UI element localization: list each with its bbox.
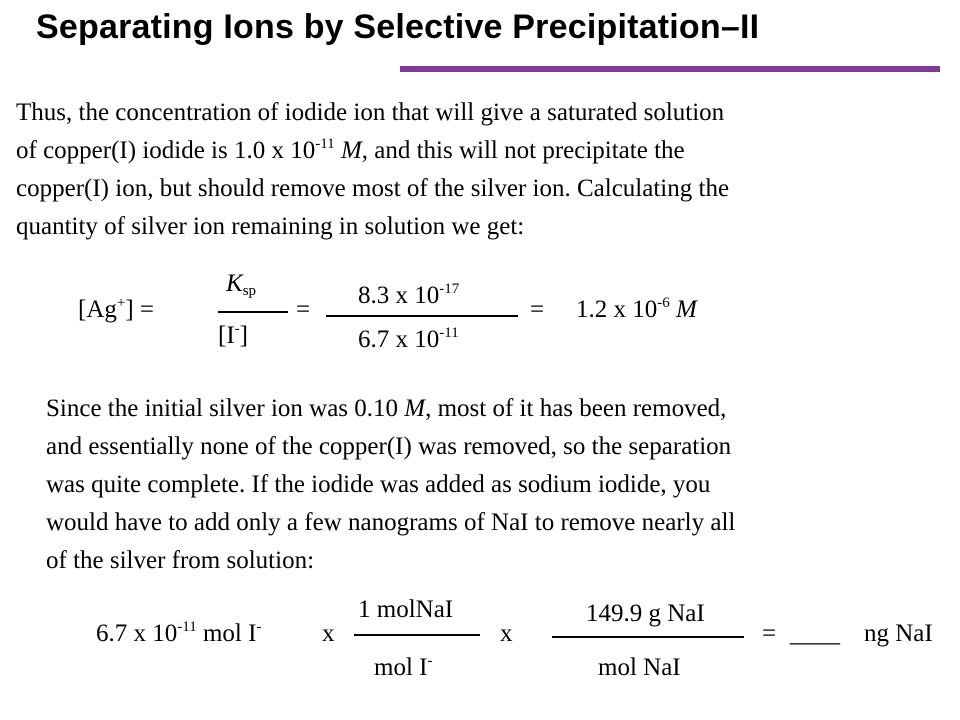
- text-segment: 6.7 x 10: [96, 620, 178, 647]
- ksp-symbol: K: [226, 270, 243, 297]
- text-segment: mol I: [374, 654, 428, 681]
- text-segment: Since the initial silver ion was 0.10: [46, 395, 405, 422]
- text-segment: , most of it has been removed,: [425, 395, 727, 422]
- molarity-unit: M: [676, 296, 697, 323]
- fraction-bar: [552, 636, 744, 638]
- fraction-bar: [354, 634, 480, 636]
- paragraph-line: was quite complete. If the iodide was added as sodium iodide, you: [46, 471, 711, 498]
- slide-title: Separating Ions by Selective Precipitation–II: [36, 8, 760, 46]
- molar-mass-numerator: 149.9 g NaI: [586, 600, 705, 627]
- molar-mass-denominator: mol NaI: [598, 654, 681, 681]
- equals-sign: =: [762, 620, 777, 647]
- exponent: -11: [315, 136, 335, 152]
- equation-lhs: [78, 296, 154, 324]
- paragraph-line: of the silver from solution:: [46, 547, 315, 574]
- exponent: -6: [657, 295, 670, 311]
- superscript: -: [427, 653, 433, 669]
- text-segment: 1.2 x 10: [576, 296, 658, 323]
- text-segment: 8.3 x 10: [358, 282, 440, 309]
- exponent: -11: [439, 325, 459, 341]
- ksp-numerator: [226, 270, 256, 298]
- conversion-denominator: [374, 654, 432, 682]
- subscript: sp: [242, 283, 257, 299]
- superscript: -: [234, 321, 240, 337]
- paragraph-conclusion: [46, 390, 946, 580]
- conversion-numerator: 1 molNaI: [358, 596, 454, 623]
- ksp-value-numerator: [358, 282, 459, 310]
- paragraph-line: Thus, the concentration of iodide ion that will give a saturated solution: [16, 99, 725, 126]
- text-segment: , and this will not precipitate the: [361, 137, 685, 164]
- text-segment: ]: [239, 322, 248, 349]
- result-value: [576, 296, 697, 324]
- multiply-sign: x: [500, 620, 513, 647]
- equals-sign: =: [296, 296, 311, 323]
- equals-sign: =: [530, 296, 545, 323]
- paragraph-line: and essentially none of the copper(I) was removed, so the separation: [46, 433, 732, 460]
- molarity-unit: M: [340, 137, 362, 164]
- starting-quantity: [96, 620, 261, 648]
- iodide-value-denominator: [358, 326, 459, 354]
- paragraph-line: quantity of silver ion remaining in solution we get:: [16, 213, 525, 240]
- text-segment: 6.7 x 10: [358, 326, 440, 353]
- superscript: -: [256, 619, 262, 635]
- multiply-sign: x: [322, 620, 335, 647]
- text-segment: ] =: [125, 296, 155, 323]
- text-segment: of copper(I) iodide is 1.0 x 10: [16, 137, 316, 164]
- paragraph-line: [16, 132, 946, 170]
- molarity-unit: M: [404, 395, 426, 422]
- exponent: -11: [177, 619, 197, 635]
- fraction-bar: [218, 311, 288, 313]
- answer-unit: ng NaI: [864, 620, 933, 647]
- paragraph-line: would have to add only a few nanograms of NaI to remove nearly all: [46, 509, 736, 536]
- exponent: -17: [439, 281, 460, 297]
- superscript: +: [116, 295, 126, 311]
- paragraph-line: [46, 390, 946, 428]
- text-segment: [I: [218, 322, 235, 349]
- text-segment: mol I: [196, 620, 257, 647]
- paragraph-line: copper(I) ion, but should remove most of the silver ion. Calculating the: [16, 175, 730, 202]
- answer-blank: ____: [790, 620, 840, 647]
- fraction-bar: [326, 315, 518, 317]
- title-underline-bar: [400, 66, 940, 72]
- iodide-denominator: [218, 322, 248, 350]
- paragraph-intro: [16, 94, 946, 246]
- text-segment: [Ag: [78, 296, 117, 323]
